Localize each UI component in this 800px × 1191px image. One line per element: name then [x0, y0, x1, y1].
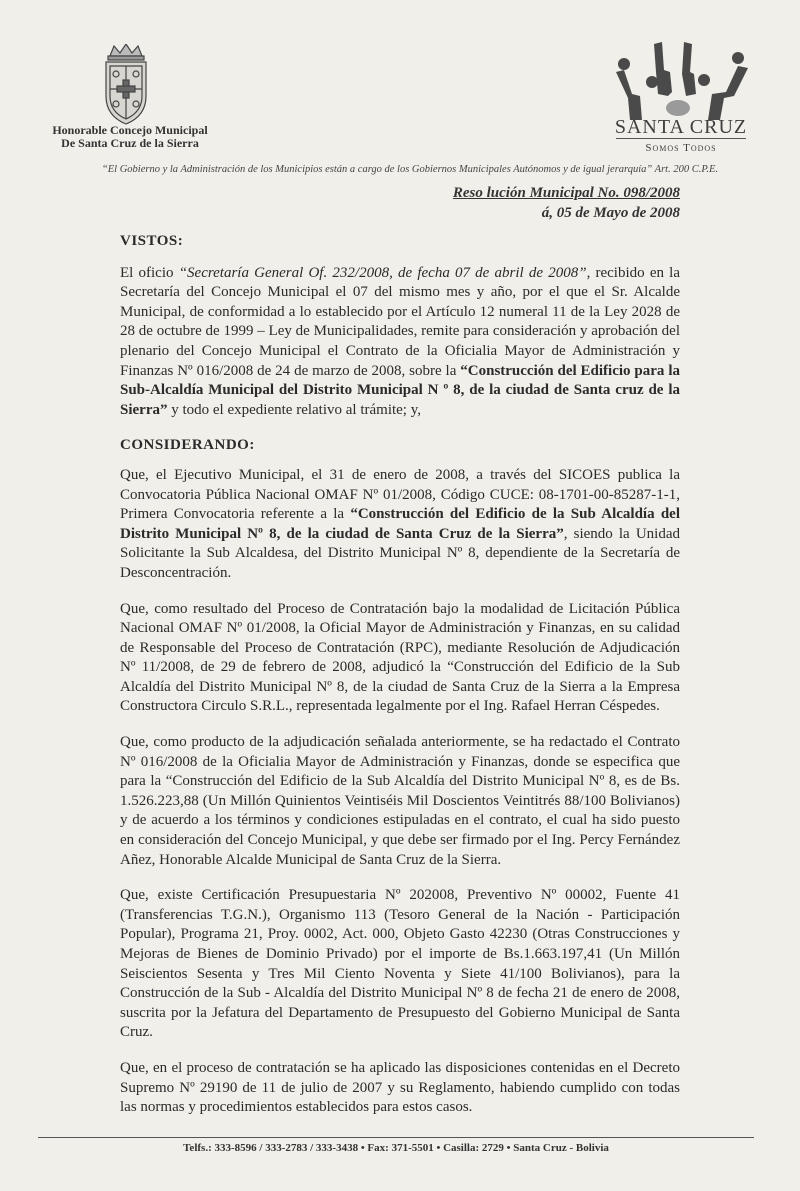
considerando-p1-text-b: , siendo la Unidad Solicitante la Sub Alcaldesa, del Distrito Municipal Nº 8, dependiente de la Secretaría de Desconcentración. — [120, 525, 680, 581]
brand-divider — [616, 138, 746, 139]
council-name — [30, 124, 230, 150]
footer-contact: Telfs.: 333-8596 / 333-2783 / 333-3438 • Fax: 371-5501 • Casilla: 2729 • Santa Cruz - Bolivia — [183, 1142, 609, 1154]
council-name-line1: Honorable Concejo Municipal — [52, 123, 208, 137]
vistos-project-title: “Construcción del Edificio para la Sub-Alcaldía Municipal del Distrito Municipal N º 8, de la ciudad de Santa cruz de la Sierra” — [120, 362, 680, 418]
vistos-office-reference: “Secretaría General Of. 232/2008, de fecha 07 de abril de 2008” — [178, 264, 587, 281]
resolution-date: á, 05 de Mayo de 2008 — [541, 205, 680, 221]
considerando-paragraph-1 — [120, 466, 680, 584]
vistos-paragraph — [120, 264, 680, 421]
considerando-p1-text-a: Que, el Ejecutivo Municipal, el 31 de enero de 2008, a través del SICOES publica la Convocatoria Pública Nacional OMAF Nº 01/2008, Código CUCE: 08-1701-00-85287-1-1, Primera Convocatoria referente a la — [120, 466, 680, 523]
brand-slogan: Somos Todos — [645, 142, 717, 154]
vistos-text-b: , recibido en la Secretaría del Concejo Municipal el 07 del mismo mes y año, por el que el Sr. Alcalde Municipal, de conformidad a lo establecido por el Artículo 12 numeral 11 de la Ley 2028 de 28 de octubre de 1999 – Ley de Municipalidades, remite para consideración y aprobación del plenario del Concejo Municipal el Contrato de la Oficialia Mayor de Administración y Finanzas Nº 016/2008 de 24 de marzo de 2008, sobre la — [120, 264, 680, 379]
considerando-project-title: “Construcción del Edificio de la Sub Alcaldía del Distrito Municipal Nº 8, de la ciudad de Santa Cruz de la Sierra” — [120, 506, 681, 542]
document-body — [120, 232, 680, 1134]
vistos-text-a: El oficio — [120, 264, 179, 281]
brand-name: SANTA CRUZ — [614, 116, 748, 138]
vistos-text-c: y todo el expediente relativo al trámite; y, — [167, 401, 422, 418]
santa-cruz-logo-icon — [612, 36, 752, 122]
council-name-line2: De Santa Cruz de la Sierra — [61, 136, 199, 150]
considerando-paragraph-5: Que, en el proceso de contratación se ha aplicado las disposiciones contenidas en el Decreto Supremo Nº 29190 de 11 de julio de 2007 y su Reglamento, habiendo cumplido con todas las normas y procedimientos establecidos para estos casos. — [120, 1059, 680, 1116]
considerando-paragraph-2: Que, como resultado del Proceso de Contratación bajo la modalidad de Licitación Pública Nacional OMAF Nº 01/2008, la Oficial Mayor de Administración y Finanzas, en su calidad de Responsable del Proceso de Contratación (RPC), mediante Resolución de Adjudicación Nº 11/2008, de 29 de febrero de 2008, adjudicó la “Construcción del Edificio de la Sub Alcaldía del Distrito Municipal Nº 8, de la ciudad de Santa Cruz de la Sierra a la Empresa Constructora Circulo S.R.L., representada legalmente por el Ing. Rafael Herran Céspedes. — [120, 600, 680, 715]
constitution-quote: “El Gobierno y la Administración de los Municipios están a cargo de los Gobiernos Municipales Autónomos y de igual jerarquía” Art. 200 C.P.E. — [101, 164, 719, 175]
footer-divider — [38, 1137, 754, 1138]
vistos-heading: VISTOS: — [120, 233, 184, 249]
resolution-number: Reso lución Municipal No. 098/2008 — [452, 185, 680, 201]
considerando-paragraph-4: Que, existe Certificación Presupuestaria Nº 202008, Preventivo Nº 00002, Fuente 41 (Transferencias T.G.N.), Organismo 113 (Tesoro General de la Nación - Participación Popular), Programa 21, Proy. 0002, Act. 000, Objeto Gasto 42230 (Otras Construcciones y Mejoras de Bienes de Dominio Privado) por el importe de Bs.1.663.197,41 (Un Millón Seiscientos Sesenta y Tres Mil Ciento Noventa y Siete 41/100 Bolivianos), para la Construcción de la Sub - Alcaldía del Distrito Municipal Nº 8 de fecha 21 de enero de 2008, suscrita por la Jefatura del Departamento de Presupuesto del Gobierno Municipal de Santa Cruz. — [120, 887, 680, 1041]
coat-of-arms-icon — [96, 44, 156, 126]
considerando-heading: CONSIDERANDO: — [120, 437, 255, 454]
considerando-paragraph-3: Que, como producto de la adjudicación señalada anteriormente, se ha redactado el Contrato Nº 016/2008 de la Oficialia Mayor de Administración y Finanzas, donde se especifica que para la “Construcción del Edificio de la Sub Alcaldía del Distrito Municipal Nº 8, es de Bs. 1.526.223,88 (Un Millón Quinientos Veintiséis Mil Doscientos Veintitrés 88/100 Bolivianos) y de acuerdo a los términos y condiciones estipuladas en el contrato, el cual ha sido puesto en consideración del Concejo Municipal, y que debe ser firmado por el Ing. Percy Fernández Añez, Honorable Alcalde Municipal de Santa Cruz de la Sierra. — [120, 734, 680, 868]
